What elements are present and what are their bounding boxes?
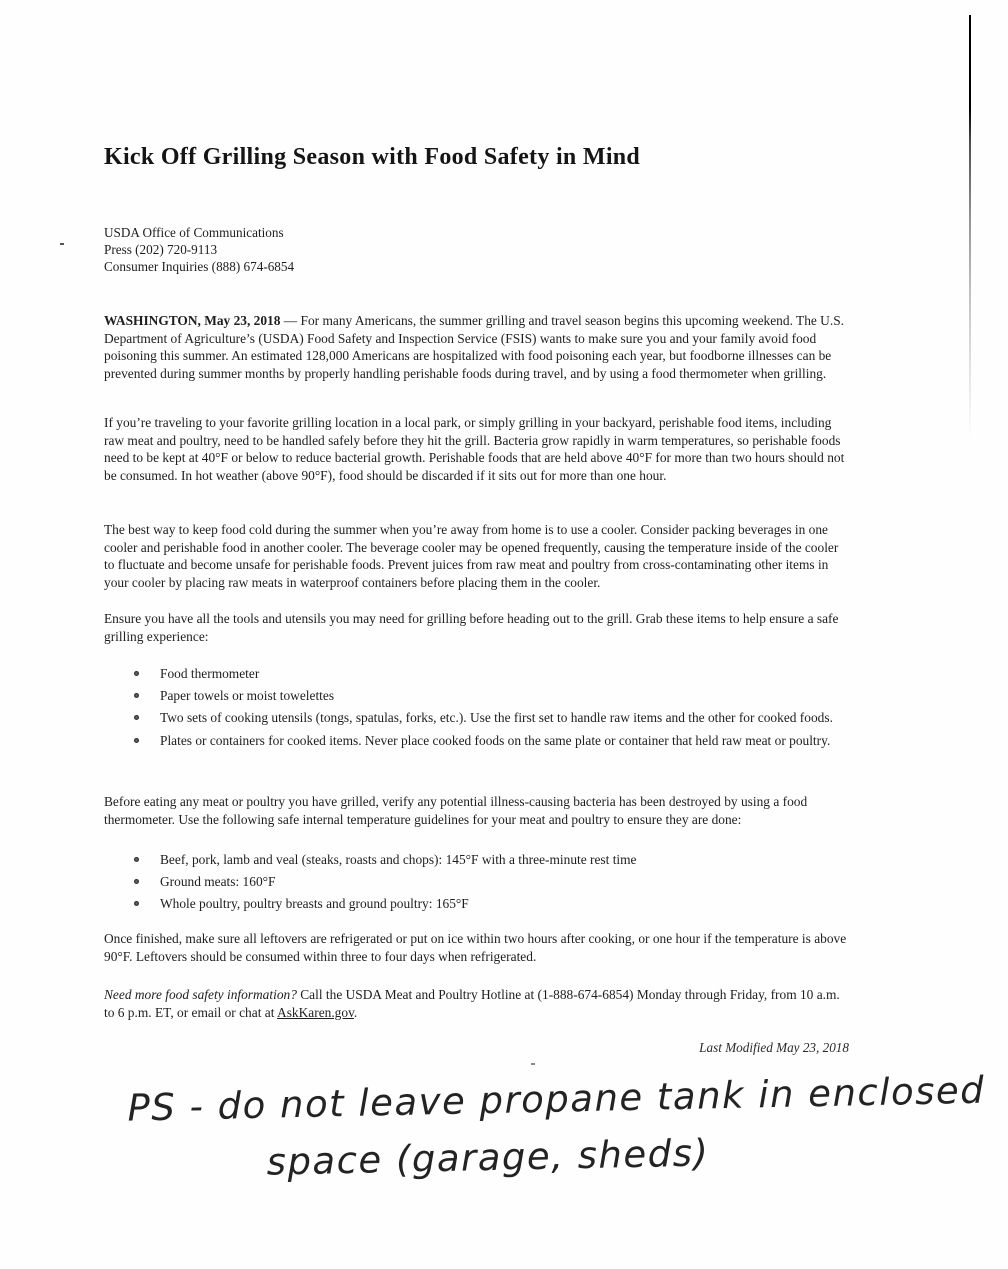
bullet-icon	[134, 879, 139, 884]
handwritten-note	[127, 1068, 986, 1186]
list-item-text: Two sets of cooking utensils (tongs, spatulas, forks, etc.). Use the first set to handle raw items and the other for cooked foods.	[160, 710, 833, 726]
list-item	[104, 732, 849, 750]
paragraph-hotline	[104, 986, 849, 1021]
contact-line-consumer-phone: Consumer Inquiries (888) 674-6854	[104, 259, 295, 274]
list-item	[104, 665, 849, 683]
scan-artifact-speck	[60, 243, 64, 245]
bullet-icon	[134, 857, 139, 862]
list-item-text: Food thermometer	[160, 666, 260, 681]
list-item	[104, 895, 849, 913]
hotline-question: Need more food safety information?	[104, 987, 297, 1002]
internal-temperature-list	[104, 851, 849, 918]
paragraph-temperature-intro: Before eating any meat or poultry you have grilled, verify any potential illness-causing bacteria has been destroyed by using a food thermometer. Use the following safe internal temperature guidelines for your meat and poultry to ensure they are done:	[104, 794, 808, 827]
paragraph-travel-safety: If you’re traveling to your favorite grilling location in a local park, or simply grilling in your backyard, perishable food items, including raw meat and poultry, need to be handled safely before they hit the grill. Bacteria grow rapidly in warm temperatures, so perishable foods need to be kept at 40°F or below to reduce bacterial growth. Perishable foods that are held above 40°F for more than two hours should not be consumed. In hot weather (above 90°F), food should be discarded if it sits out for more than one hour.	[104, 415, 845, 483]
bullet-icon	[134, 715, 139, 720]
hotline-period: .	[353, 1004, 358, 1020]
dateline-lead: WASHINGTON, May 23, 2018	[104, 313, 281, 328]
bullet-icon	[134, 671, 139, 676]
askkaren-link[interactable]: AskKaren.gov	[277, 1004, 354, 1020]
list-item	[104, 873, 849, 891]
contact-line-press-phone: Press (202) 720-9113	[104, 242, 218, 257]
list-item	[104, 851, 849, 869]
contact-block	[104, 224, 294, 275]
bullet-icon	[134, 738, 139, 743]
list-item	[104, 709, 849, 727]
hotline-text: Call the USDA Meat and Poultry Hotline at (1-888-674-6854) Monday through Friday, from 10 a.m. to 6 p.m. ET, or email or chat at	[104, 987, 840, 1020]
paragraph-leftovers: Once finished, make sure all leftovers are refrigerated or put on ice within two hours after cooking, or one hour if the temperature is above 90°F. Leftovers should be consumed within three to four days when refrigerated.	[104, 931, 847, 964]
list-item-text: Ground meats: 160°F	[160, 874, 276, 890]
scan-artifact-speck	[531, 1063, 535, 1065]
list-item-text: Paper towels or moist towelettes	[160, 688, 335, 704]
paragraph-cooler-tips: The best way to keep food cold during the summer when you’re away from home is to use a cooler. Consider packing beverages in one cooler and perishable food in another cooler. The beverage cooler may be opened frequently, causing the temperature inside of the cooler to fluctuate and become unsafe for perishable foods. Prevent juices from raw meat and poultry from cross-contaminating other items in your cooler by placing raw meats in waterproof containers before placing them in the cooler.	[104, 522, 839, 590]
list-item-text: Beef, pork, lamb and veal (steaks, roasts and chops): 145°F with a three-minute rest time	[160, 852, 637, 867]
paragraph-dateline-intro	[104, 312, 849, 382]
dateline-rest: — For many Americans, the summer grilling and travel season begins this upcoming weekend. The U.S. Department of Agriculture’s (USDA) Food Safety and Inspection Service (FSIS) wants to make sure you and your family avoid food poisoning this summer. An estimated 128,000 Americans are hospitalized with food poisoning each year, but foodborne illnesses can be prevented during summer months by properly handling perishable foods during travel, and by using a food thermometer when grilling.	[104, 313, 844, 381]
list-item-text: Plates or containers for cooked items. Never place cooked foods on the same plate or container that held raw meat or poultry.	[160, 732, 831, 748]
bullet-icon	[134, 901, 139, 906]
last-modified-note: Last Modified May 23, 2018	[699, 1040, 849, 1055]
grilling-supplies-list	[104, 665, 849, 754]
contact-line-office: USDA Office of Communications	[104, 225, 284, 240]
handwritten-note-line2: space (garage, sheds)	[266, 1131, 710, 1184]
paragraph-tools-intro: Ensure you have all the tools and utensils you may need for grilling before heading out to the grill. Grab these items to help ensure a safe grilling experience:	[104, 611, 839, 644]
document-title: Kick Off Grilling Season with Food Safety in Mind	[104, 144, 641, 171]
scan-artifact-vertical-line	[969, 15, 971, 440]
bullet-icon	[134, 693, 139, 698]
list-item-text: Whole poultry, poultry breasts and ground poultry: 165°F	[160, 896, 469, 912]
list-item	[104, 687, 849, 705]
handwritten-note-line1: PS - do not leave propane tank in enclosed	[127, 1068, 986, 1130]
